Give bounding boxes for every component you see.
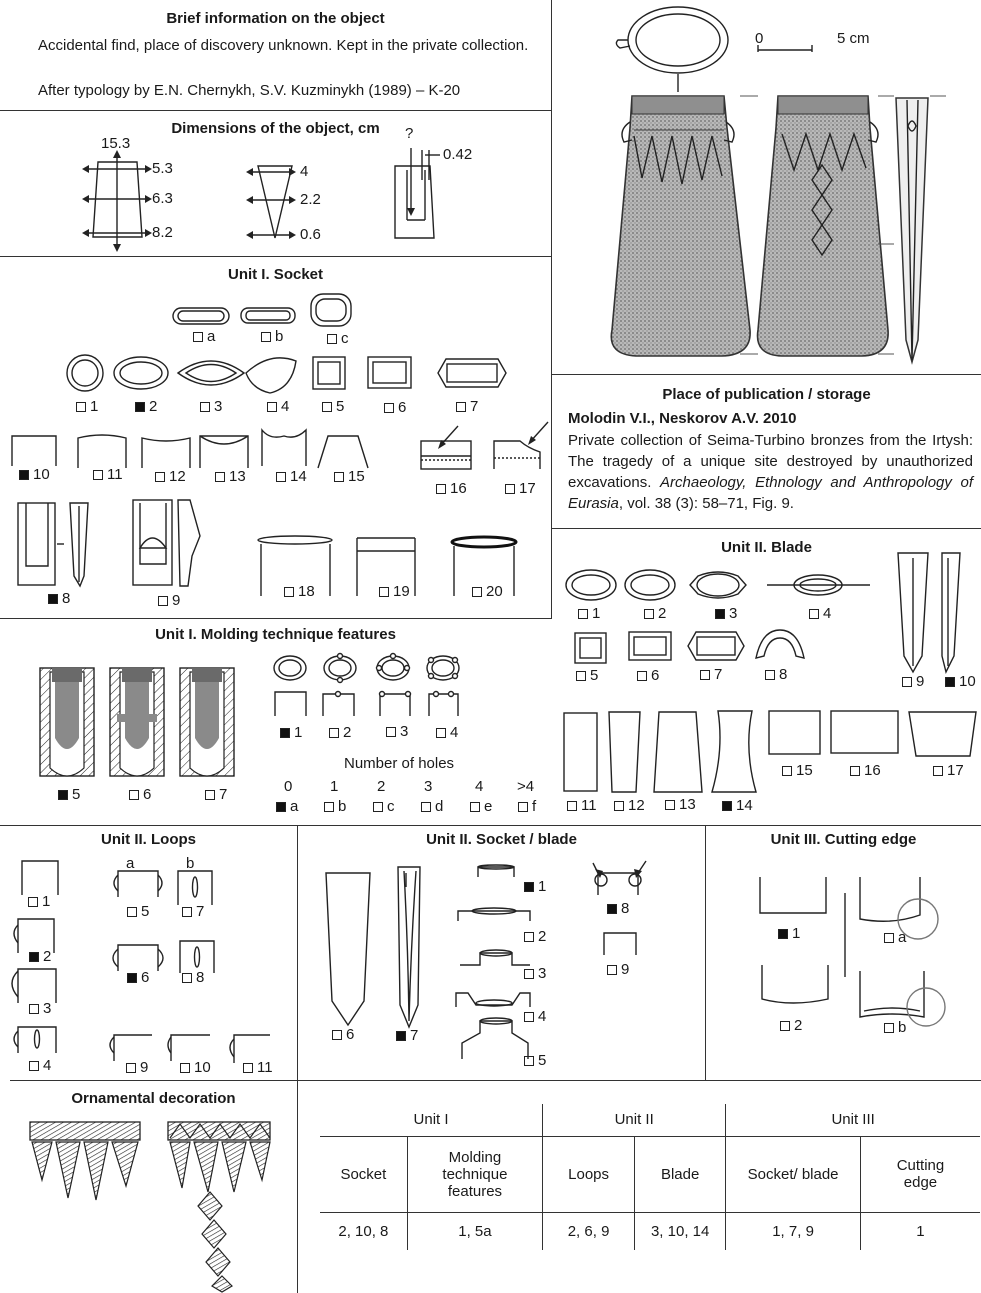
molding-panel [0, 618, 551, 825]
molding-title: Unit I. Molding technique features [155, 626, 396, 643]
socket-diagrams [0, 256, 551, 618]
socket-blade-checkbox-9[interactable] [607, 965, 617, 975]
scale-length-label: 5 cm [837, 30, 870, 47]
socket-opt-6[interactable]: 6 [384, 399, 406, 416]
ornament-panel [0, 1080, 297, 1293]
loops-opt-10[interactable]: 10 [180, 1059, 211, 1076]
socket-opt-20[interactable]: 20 [472, 583, 503, 600]
artifact-illustration-panel [552, 0, 981, 374]
blade-checkbox-12[interactable] [614, 801, 624, 811]
brief-panel [0, 0, 551, 110]
summary-unit-1: Unit I [320, 1104, 543, 1136]
socket-checkbox-11[interactable] [93, 470, 103, 480]
socket-blade-opt-3[interactable]: 3 [524, 965, 546, 982]
molding-checkbox-4[interactable] [436, 728, 446, 738]
loops-col-a: a [126, 855, 135, 872]
loops-checkbox-7[interactable] [182, 907, 192, 917]
loops-opt-5[interactable]: 5 [127, 903, 149, 920]
blade-opt-16[interactable]: 16 [850, 762, 881, 779]
molding-opt-4[interactable]: 4 [436, 724, 458, 741]
blade-opt-6[interactable]: 6 [637, 667, 659, 684]
socket-checkbox-15[interactable] [334, 472, 344, 482]
blade-checkbox-4[interactable] [809, 609, 819, 619]
loops-checkbox-2[interactable] [29, 952, 39, 962]
molding-opt-3[interactable]: 3 [386, 723, 408, 740]
blade-opt-17[interactable]: 17 [933, 762, 964, 779]
typology-text: After typology by E.N. Chernykh, S.V. Kuzminykh (1989) – K-20 [38, 82, 461, 99]
summary-value-socket-blade: 1, 7, 9 [726, 1212, 861, 1250]
blade-opt-3[interactable]: 3 [715, 605, 737, 622]
blade-opt-8[interactable]: 8 [765, 666, 787, 683]
holes-checkbox-b[interactable] [324, 802, 334, 812]
socket-opt-8[interactable]: 8 [48, 590, 70, 607]
socket-opt-2[interactable]: 2 [135, 398, 157, 415]
socket-checkbox-9[interactable] [158, 596, 168, 606]
socket-opt-14[interactable]: 14 [276, 468, 307, 485]
socket-blade-opt-8[interactable]: 8 [607, 900, 629, 917]
publication-title: Place of publication / storage [662, 386, 871, 403]
socket-blade-opt-9[interactable]: 9 [607, 961, 629, 978]
molding-opt-2[interactable]: 2 [329, 724, 351, 741]
socket-opt-3[interactable]: 3 [200, 398, 222, 415]
summary-headers-row [320, 1136, 980, 1212]
cutting-checkbox-2[interactable] [780, 1021, 790, 1031]
socket-checkbox-b[interactable] [261, 332, 271, 342]
loops-checkbox-10[interactable] [180, 1063, 190, 1073]
summary-header-blade: Blade [635, 1136, 726, 1212]
publication-authors: Molodin V.I., Neskorov A.V. 2010 [568, 410, 797, 427]
blade-checkbox-7[interactable] [700, 670, 710, 680]
socket-checkbox-19[interactable] [379, 587, 389, 597]
axe-side-view [896, 98, 928, 362]
loops-opt-6[interactable]: 6 [127, 969, 149, 986]
molding-diagrams [0, 618, 551, 825]
loops-opt-7[interactable]: 7 [182, 903, 204, 920]
socket-checkbox-16[interactable] [436, 484, 446, 494]
socket-blade-diagrams [298, 825, 705, 1080]
socket-opt-13[interactable]: 13 [215, 468, 246, 485]
brief-title: Brief information on the object [166, 10, 385, 27]
dim-label-height: 15.3 [101, 135, 131, 152]
socket-blade-opt-4[interactable]: 4 [524, 1008, 546, 1025]
cutting-checkbox-b[interactable] [884, 1023, 894, 1033]
loops-checkbox-1[interactable] [28, 897, 38, 907]
socket-checkbox-14[interactable] [276, 472, 286, 482]
loops-opt-9[interactable]: 9 [126, 1059, 148, 1076]
socket-checkbox-c[interactable] [327, 334, 337, 344]
holes-count-4: 4 [475, 778, 484, 795]
socket-opt-7[interactable]: 7 [456, 398, 478, 415]
cutting-checkbox-1[interactable] [778, 929, 788, 939]
loops-title: Unit II. Loops [101, 831, 196, 848]
loops-checkbox-5[interactable] [127, 907, 137, 917]
socket-blade-checkbox-8[interactable] [607, 904, 617, 914]
socket-checkbox-13[interactable] [215, 472, 225, 482]
holes-opt-e[interactable]: e [470, 798, 492, 815]
scale-zero-label: 0 [755, 30, 764, 47]
socket-opt-19[interactable]: 19 [379, 583, 410, 600]
summary-header-socket: Socket [320, 1136, 407, 1212]
socket-opt-c[interactable]: c [327, 330, 349, 347]
blade-opt-1[interactable]: 1 [578, 605, 600, 622]
dim-label-depth: ? [405, 125, 414, 142]
dimensions-diagram [0, 110, 551, 256]
socket-checkbox-6[interactable] [384, 403, 394, 413]
socket-checkbox-2[interactable] [135, 402, 145, 412]
dim-label-width-top: 5.3 [152, 160, 173, 177]
socket-checkbox-7[interactable] [456, 402, 466, 412]
holes-opt-a[interactable]: a [276, 798, 298, 815]
loops-panel [0, 825, 297, 1080]
dim-label-wall: 0.42 [443, 146, 473, 163]
socket-blade-opt-7[interactable]: 7 [396, 1027, 418, 1044]
brief-text: Accidental find, place of discovery unknown. Kept in the private collection. [38, 37, 529, 54]
cutting-checkbox-a[interactable] [884, 933, 894, 943]
socket-checkbox-10[interactable] [19, 470, 29, 480]
molding-opt-1[interactable]: 1 [280, 724, 302, 741]
blade-checkbox-1[interactable] [578, 609, 588, 619]
blade-opt-5[interactable]: 5 [576, 667, 598, 684]
dim-label-width-mid: 6.3 [152, 190, 173, 207]
summary-value-molding: 1, 5a [407, 1212, 542, 1250]
socket-blade-checkbox-6[interactable] [332, 1030, 342, 1040]
summary-header-loops: Loops [543, 1136, 635, 1212]
socket-opt-11[interactable]: 11 [93, 466, 123, 483]
loops-opt-8[interactable]: 8 [182, 969, 204, 986]
socket-opt-10[interactable]: 10 [19, 466, 50, 483]
cutting-opt-2[interactable]: 2 [780, 1017, 802, 1034]
loops-opt-11[interactable]: 11 [243, 1059, 273, 1076]
summary-units-row [320, 1104, 980, 1136]
molding-checkbox-3[interactable] [386, 727, 396, 737]
socket-opt-9[interactable]: 9 [158, 592, 180, 609]
socket-blade-checkbox-7[interactable] [396, 1031, 406, 1041]
summary-values-row [320, 1212, 980, 1250]
blade-opt-9[interactable]: 9 [902, 673, 924, 690]
cutting-opt-a[interactable]: a [884, 929, 906, 946]
cutting-diagrams [706, 825, 981, 1080]
socket-opt-b[interactable]: b [261, 328, 283, 345]
molding-checkbox-6[interactable] [129, 790, 139, 800]
blade-checkbox-9[interactable] [902, 677, 912, 687]
loops-checkbox-11[interactable] [243, 1063, 253, 1073]
socket-blade-checkbox-5[interactable] [524, 1056, 534, 1066]
blade-opt-12[interactable]: 12 [614, 797, 645, 814]
socket-blade-title: Unit II. Socket / blade [426, 831, 577, 848]
molding-checkbox-1[interactable] [280, 728, 290, 738]
socket-blade-panel [298, 825, 705, 1080]
blade-checkbox-5[interactable] [576, 671, 586, 681]
socket-blade-checkbox-1[interactable] [524, 882, 534, 892]
molding-checkbox-2[interactable] [329, 728, 339, 738]
blade-opt-13[interactable]: 13 [665, 796, 696, 813]
dim-label-thick-top: 4 [300, 163, 309, 180]
cutting-panel [706, 825, 981, 1080]
socket-panel [0, 256, 551, 618]
holes-count-more: >4 [517, 778, 535, 795]
publication-text: Private collection of Seima-Turbino bronzes from the Irtysh: The tragedy of a unique site destroyed by unauthorized excavations. [568, 432, 973, 491]
holes-opt-c[interactable]: c [373, 798, 395, 815]
ornament-title: Ornamental decoration [71, 1090, 236, 1107]
blade-title: Unit II. Blade [721, 539, 812, 556]
holes-checkbox-a[interactable] [276, 802, 286, 812]
socket-blade-opt-6[interactable]: 6 [332, 1026, 354, 1043]
socket-blade-checkbox-2[interactable] [524, 932, 534, 942]
socket-checkbox-4[interactable] [267, 402, 277, 412]
socket-blade-opt-5[interactable]: 5 [524, 1052, 546, 1069]
socket-opt-18[interactable]: 18 [284, 583, 315, 600]
loops-checkbox-4[interactable] [29, 1061, 39, 1071]
loops-checkbox-9[interactable] [126, 1063, 136, 1073]
holes-opt-d[interactable]: d [421, 798, 443, 815]
summary-unit-2: Unit II [543, 1104, 726, 1136]
holes-count-1: 1 [330, 778, 339, 795]
blade-opt-11[interactable]: 11 [567, 797, 597, 814]
blade-opt-10[interactable]: 10 [945, 673, 976, 690]
blade-panel [552, 528, 981, 825]
blade-opt-7[interactable]: 7 [700, 666, 722, 683]
loops-opt-2[interactable]: 2 [29, 948, 51, 965]
socket-checkbox-17[interactable] [505, 484, 515, 494]
blade-checkbox-15[interactable] [782, 766, 792, 776]
socket-checkbox-8[interactable] [48, 594, 58, 604]
summary-value-cutting: 1 [860, 1212, 980, 1250]
blade-opt-15[interactable]: 15 [782, 762, 813, 779]
socket-checkbox-12[interactable] [155, 472, 165, 482]
publication-panel [552, 374, 981, 528]
blade-opt-14[interactable]: 14 [722, 797, 753, 814]
socket-opt-a[interactable]: a [193, 328, 215, 345]
blade-opt-4[interactable]: 4 [809, 605, 831, 622]
publication-reference [568, 430, 973, 514]
socket-checkbox-3[interactable] [200, 402, 210, 412]
dim-label-width-bottom: 8.2 [152, 224, 173, 241]
cutting-title: Unit III. Cutting edge [770, 831, 917, 848]
molding-checkbox-7[interactable] [205, 790, 215, 800]
socket-blade-opt-2[interactable]: 2 [524, 928, 546, 945]
blade-checkbox-2[interactable] [644, 609, 654, 619]
summary-table [320, 1104, 980, 1250]
socket-opt-16[interactable]: 16 [436, 480, 467, 497]
summary-unit-3: Unit III [831, 1111, 875, 1129]
dimensions-title: Dimensions of the object, cm [171, 120, 380, 137]
socket-opt-17[interactable]: 17 [505, 480, 536, 497]
holes-count-2: 2 [377, 778, 386, 795]
socket-title: Unit I. Socket [227, 266, 324, 283]
holes-checkbox-e[interactable] [470, 802, 480, 812]
dimensions-panel [0, 110, 551, 256]
socket-opt-5[interactable]: 5 [322, 398, 344, 415]
socket-checkbox-1[interactable] [76, 402, 86, 412]
loops-checkbox-6[interactable] [127, 973, 137, 983]
publication-details: , vol. 38 (3): 58–71, Fig. 9. [618, 495, 794, 512]
loops-checkbox-8[interactable] [182, 973, 192, 983]
dim-label-thick-mid: 2.2 [300, 191, 321, 208]
cutting-opt-1[interactable]: 1 [778, 925, 800, 942]
axe-front-view [611, 96, 750, 356]
holes-checkbox-c[interactable] [373, 802, 383, 812]
blade-opt-2[interactable]: 2 [644, 605, 666, 622]
blade-checkbox-6[interactable] [637, 671, 647, 681]
socket-blade-checkbox-4[interactable] [524, 1012, 534, 1022]
socket-blade-opt-1[interactable]: 1 [524, 878, 546, 895]
holes-label: Number of holes [344, 755, 455, 772]
holes-checkbox-d[interactable] [421, 802, 431, 812]
cutting-opt-b[interactable]: b [884, 1019, 906, 1036]
summary-value-blade: 3, 10, 14 [635, 1212, 726, 1250]
loops-checkbox-3[interactable] [29, 1004, 39, 1014]
summary-header-cutting: Cutting edge [860, 1136, 980, 1212]
holes-opt-b[interactable]: b [324, 798, 346, 815]
molding-opt-5[interactable]: 5 [58, 786, 80, 803]
holes-count-0: 0 [284, 778, 293, 795]
holes-checkbox-f[interactable] [518, 802, 528, 812]
artifact-drawing [552, 0, 981, 374]
summary-header-molding: Molding technique features [407, 1136, 542, 1212]
socket-opt-1[interactable]: 1 [76, 398, 98, 415]
summary-value-socket: 2, 10, 8 [320, 1212, 407, 1250]
blade-checkbox-11[interactable] [567, 801, 577, 811]
socket-checkbox-a[interactable] [193, 332, 203, 342]
publication-journal: Archaeology, Ethnology and Anthropology of Eurasia [568, 474, 974, 512]
molding-opt-7[interactable]: 7 [205, 786, 227, 803]
socket-opt-12[interactable]: 12 [155, 468, 186, 485]
socket-checkbox-18[interactable] [284, 587, 294, 597]
molding-checkbox-5[interactable] [58, 790, 68, 800]
blade-checkbox-16[interactable] [850, 766, 860, 776]
socket-opt-15[interactable]: 15 [334, 468, 365, 485]
blade-checkbox-14[interactable] [722, 801, 732, 811]
loops-opt-4[interactable]: 4 [29, 1057, 51, 1074]
blade-checkbox-8[interactable] [765, 670, 775, 680]
socket-opt-4[interactable]: 4 [267, 398, 289, 415]
blade-checkbox-17[interactable] [933, 766, 943, 776]
socket-blade-checkbox-3[interactable] [524, 969, 534, 979]
molding-opt-6[interactable]: 6 [129, 786, 151, 803]
summary-value-loops: 2, 6, 9 [543, 1212, 635, 1250]
dim-label-thick-bottom: 0.6 [300, 226, 321, 243]
loops-opt-3[interactable]: 3 [29, 1000, 51, 1017]
holes-opt-f[interactable]: f [518, 798, 536, 815]
blade-checkbox-3[interactable] [715, 609, 725, 619]
holes-count-3: 3 [424, 778, 433, 795]
axe-back-view [758, 96, 889, 356]
loops-opt-1[interactable]: 1 [28, 893, 50, 910]
socket-checkbox-20[interactable] [472, 587, 482, 597]
summary-header-socket-blade: Socket/ blade [726, 1136, 861, 1212]
socket-checkbox-5[interactable] [322, 402, 332, 412]
blade-checkbox-13[interactable] [665, 800, 675, 810]
ornament-drawing [0, 1080, 297, 1293]
loops-col-b: b [186, 855, 195, 872]
blade-checkbox-10[interactable] [945, 677, 955, 687]
